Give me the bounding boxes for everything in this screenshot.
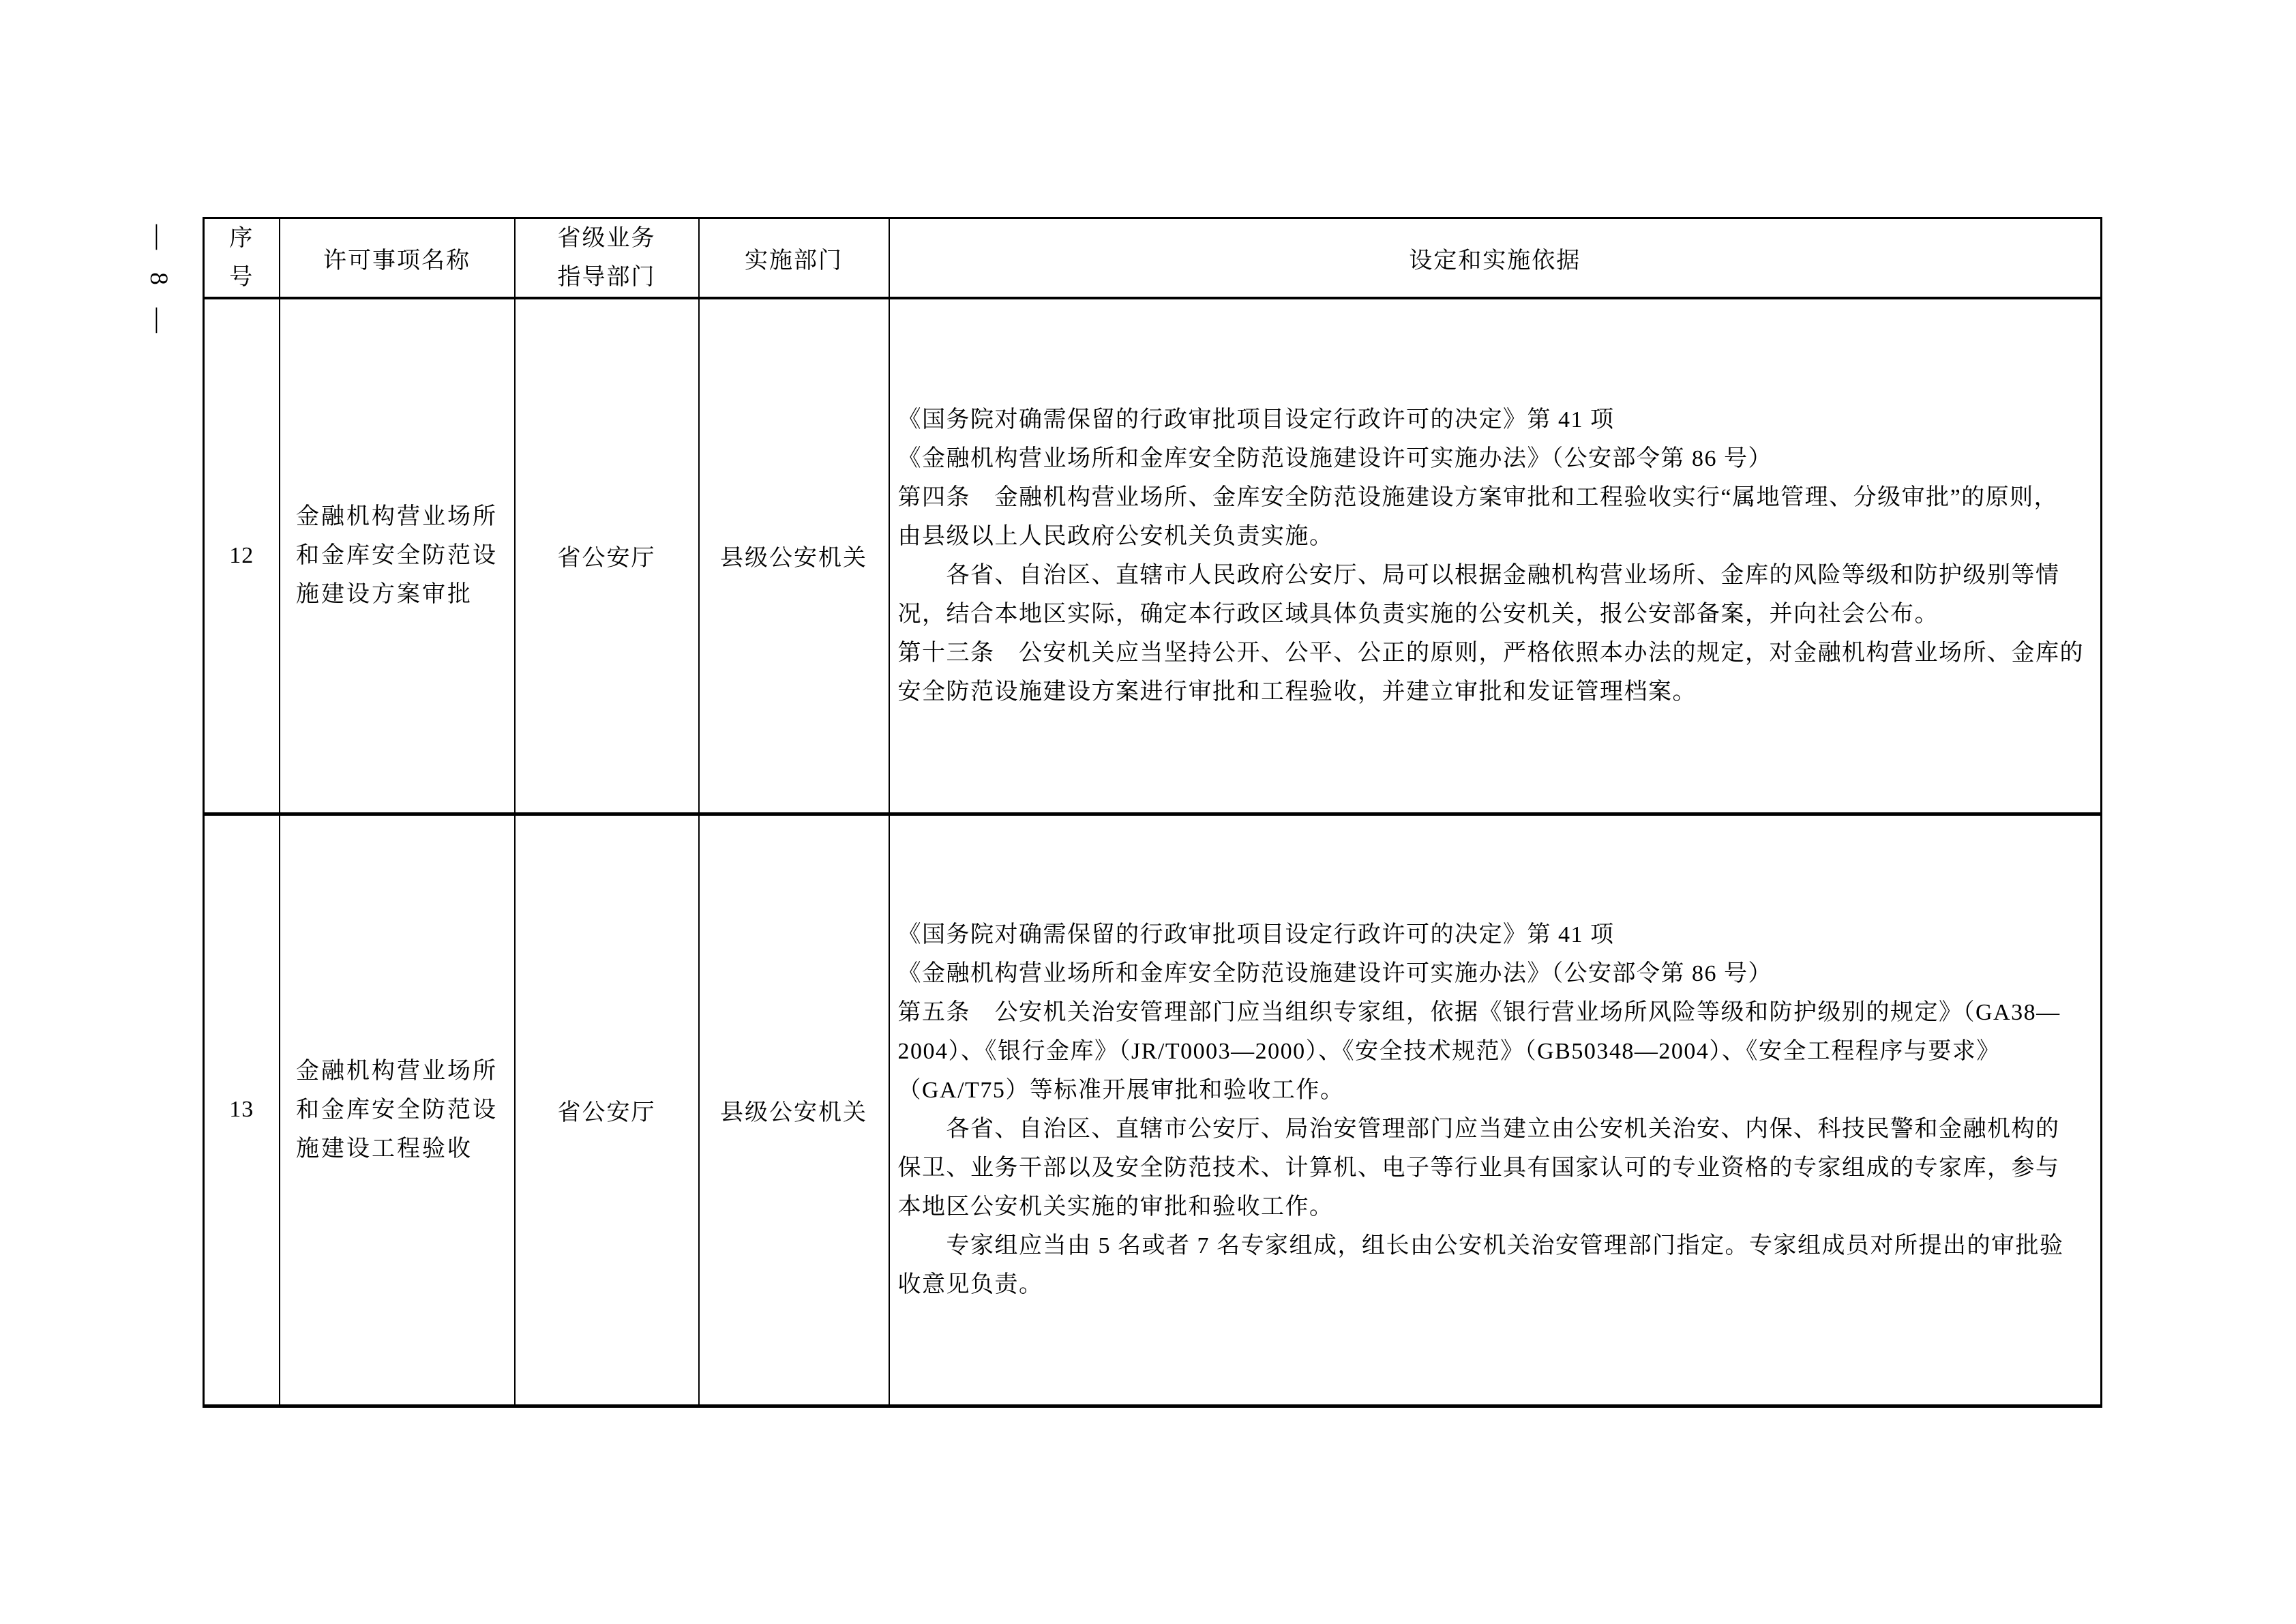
text-line: 专家组应当由 5 名或者 7 名专家组成，组长由公安机关治安管理部门指定。专家组成员对所提出的审批验 bbox=[897, 1233, 2064, 1258]
text-line: 《金融机构营业场所和金库安全防范设施建设许可实施办法》（公安部令第 86 号） bbox=[897, 961, 1772, 986]
text-line: 况，结合本地区实际，确定本行政区域具体负责实施的公安机关，报公安部备案，并向社会公布。 bbox=[897, 601, 1939, 627]
text-line: 号 bbox=[229, 265, 254, 290]
col-header-basis: 设定和实施依据 bbox=[889, 218, 2102, 299]
text-line: 收意见负责。 bbox=[897, 1272, 1043, 1297]
text-line: 省级业务 bbox=[557, 226, 656, 251]
row-12-impl-dept: 县级公安机关 bbox=[699, 298, 889, 814]
row-12-seq: 12 bbox=[204, 298, 280, 814]
col-header-item-name: 许可事项名称 bbox=[280, 218, 515, 299]
row-13-seq: 13 bbox=[204, 814, 280, 1406]
text-line: 第四条 金融机构营业场所、金库安全防范设施建设方案审批和工程验收实行“属地管理、分级审批”的原则， bbox=[897, 484, 2059, 510]
text-line: 《国务院对确需保留的行政审批项目设定行政许可的决定》第 41 项 bbox=[897, 922, 1615, 947]
text-line: 各省、自治区、直辖市公安厅、局治安管理部门应当建立由公安机关治安、内保、科技民警和金融机构的 bbox=[897, 1117, 2060, 1142]
text-line: 由县级以上人民政府公安机关负责实施。 bbox=[897, 523, 1334, 549]
table-row-12 bbox=[204, 298, 2102, 814]
row-12-basis bbox=[889, 298, 2102, 814]
col-header-guide-dept bbox=[515, 218, 699, 299]
row-13-item-name bbox=[280, 814, 515, 1406]
row-13-impl-dept: 县级公安机关 bbox=[699, 814, 889, 1406]
text-line: 各省、自治区、直辖市人民政府公安厅、局可以根据金融机构营业场所、金库的风险等级和防护级别等情 bbox=[897, 562, 2060, 588]
text-line: 和金库安全防范设 bbox=[296, 1097, 498, 1123]
text-line: 指导部门 bbox=[557, 265, 656, 290]
page-number-label: — 8 — bbox=[145, 224, 173, 341]
row-13-basis-text bbox=[890, 915, 2101, 1304]
text-line: 第十三条 公安机关应当坚持公开、公平、公正的原则，严格依照本办法的规定，对金融机构营业场所、金库的 bbox=[897, 640, 2084, 666]
col-header-impl-dept: 实施部门 bbox=[699, 218, 889, 299]
col-header-guide-dept-text bbox=[558, 219, 656, 297]
table-header-row bbox=[204, 218, 2102, 299]
row-12-item-name-text bbox=[296, 497, 498, 614]
text-line: 施建设工程验收 bbox=[296, 1136, 473, 1162]
text-line: 施建设方案审批 bbox=[296, 582, 473, 608]
text-line: 《金融机构营业场所和金库安全防范设施建设许可实施办法》（公安部令第 86 号） bbox=[897, 445, 1772, 471]
text-line: 金融机构营业场所 bbox=[296, 1058, 498, 1084]
text-line: （GA/T75）等标准开展审批和验收工作。 bbox=[897, 1078, 1345, 1103]
table-row-13 bbox=[204, 814, 2102, 1406]
col-header-seq bbox=[204, 218, 280, 299]
approval-items-table bbox=[203, 217, 2102, 1408]
text-line: 2004）、《银行金库》（JR/T0003—2000）、《安全技术规范》（GB50348—2004）、《安全工程程序与要求》 bbox=[897, 1039, 2001, 1064]
text-line: 第五条 公安机关治安管理部门应当组织专家组，依据《银行营业场所风险等级和防护级别的规定》（GA38— bbox=[897, 1000, 2061, 1025]
text-line: 和金库安全防范设 bbox=[296, 543, 498, 569]
row-13-guide-dept: 省公安厅 bbox=[515, 814, 699, 1406]
row-12-item-name bbox=[280, 298, 515, 814]
row-12-guide-dept: 省公安厅 bbox=[515, 298, 699, 814]
text-line: 保卫、业务干部以及安全防范技术、计算机、电子等行业具有国家认可的专业资格的专家组成的专家库，参与 bbox=[897, 1155, 2060, 1181]
col-header-seq-text bbox=[229, 219, 254, 297]
text-line: 本地区公安机关实施的审批和验收工作。 bbox=[897, 1194, 1334, 1220]
page-number bbox=[109, 216, 208, 349]
row-13-item-name-text bbox=[296, 1052, 498, 1168]
row-13-basis bbox=[889, 814, 2102, 1406]
text-line: 金融机构营业场所 bbox=[296, 504, 498, 530]
text-line: 安全防范设施建设方案进行审批和工程验收，并建立审批和发证管理档案。 bbox=[897, 679, 1697, 705]
row-12-basis-text bbox=[890, 400, 2101, 711]
text-line: 《国务院对确需保留的行政审批项目设定行政许可的决定》第 41 项 bbox=[897, 407, 1615, 432]
text-line: 序 bbox=[229, 226, 254, 251]
